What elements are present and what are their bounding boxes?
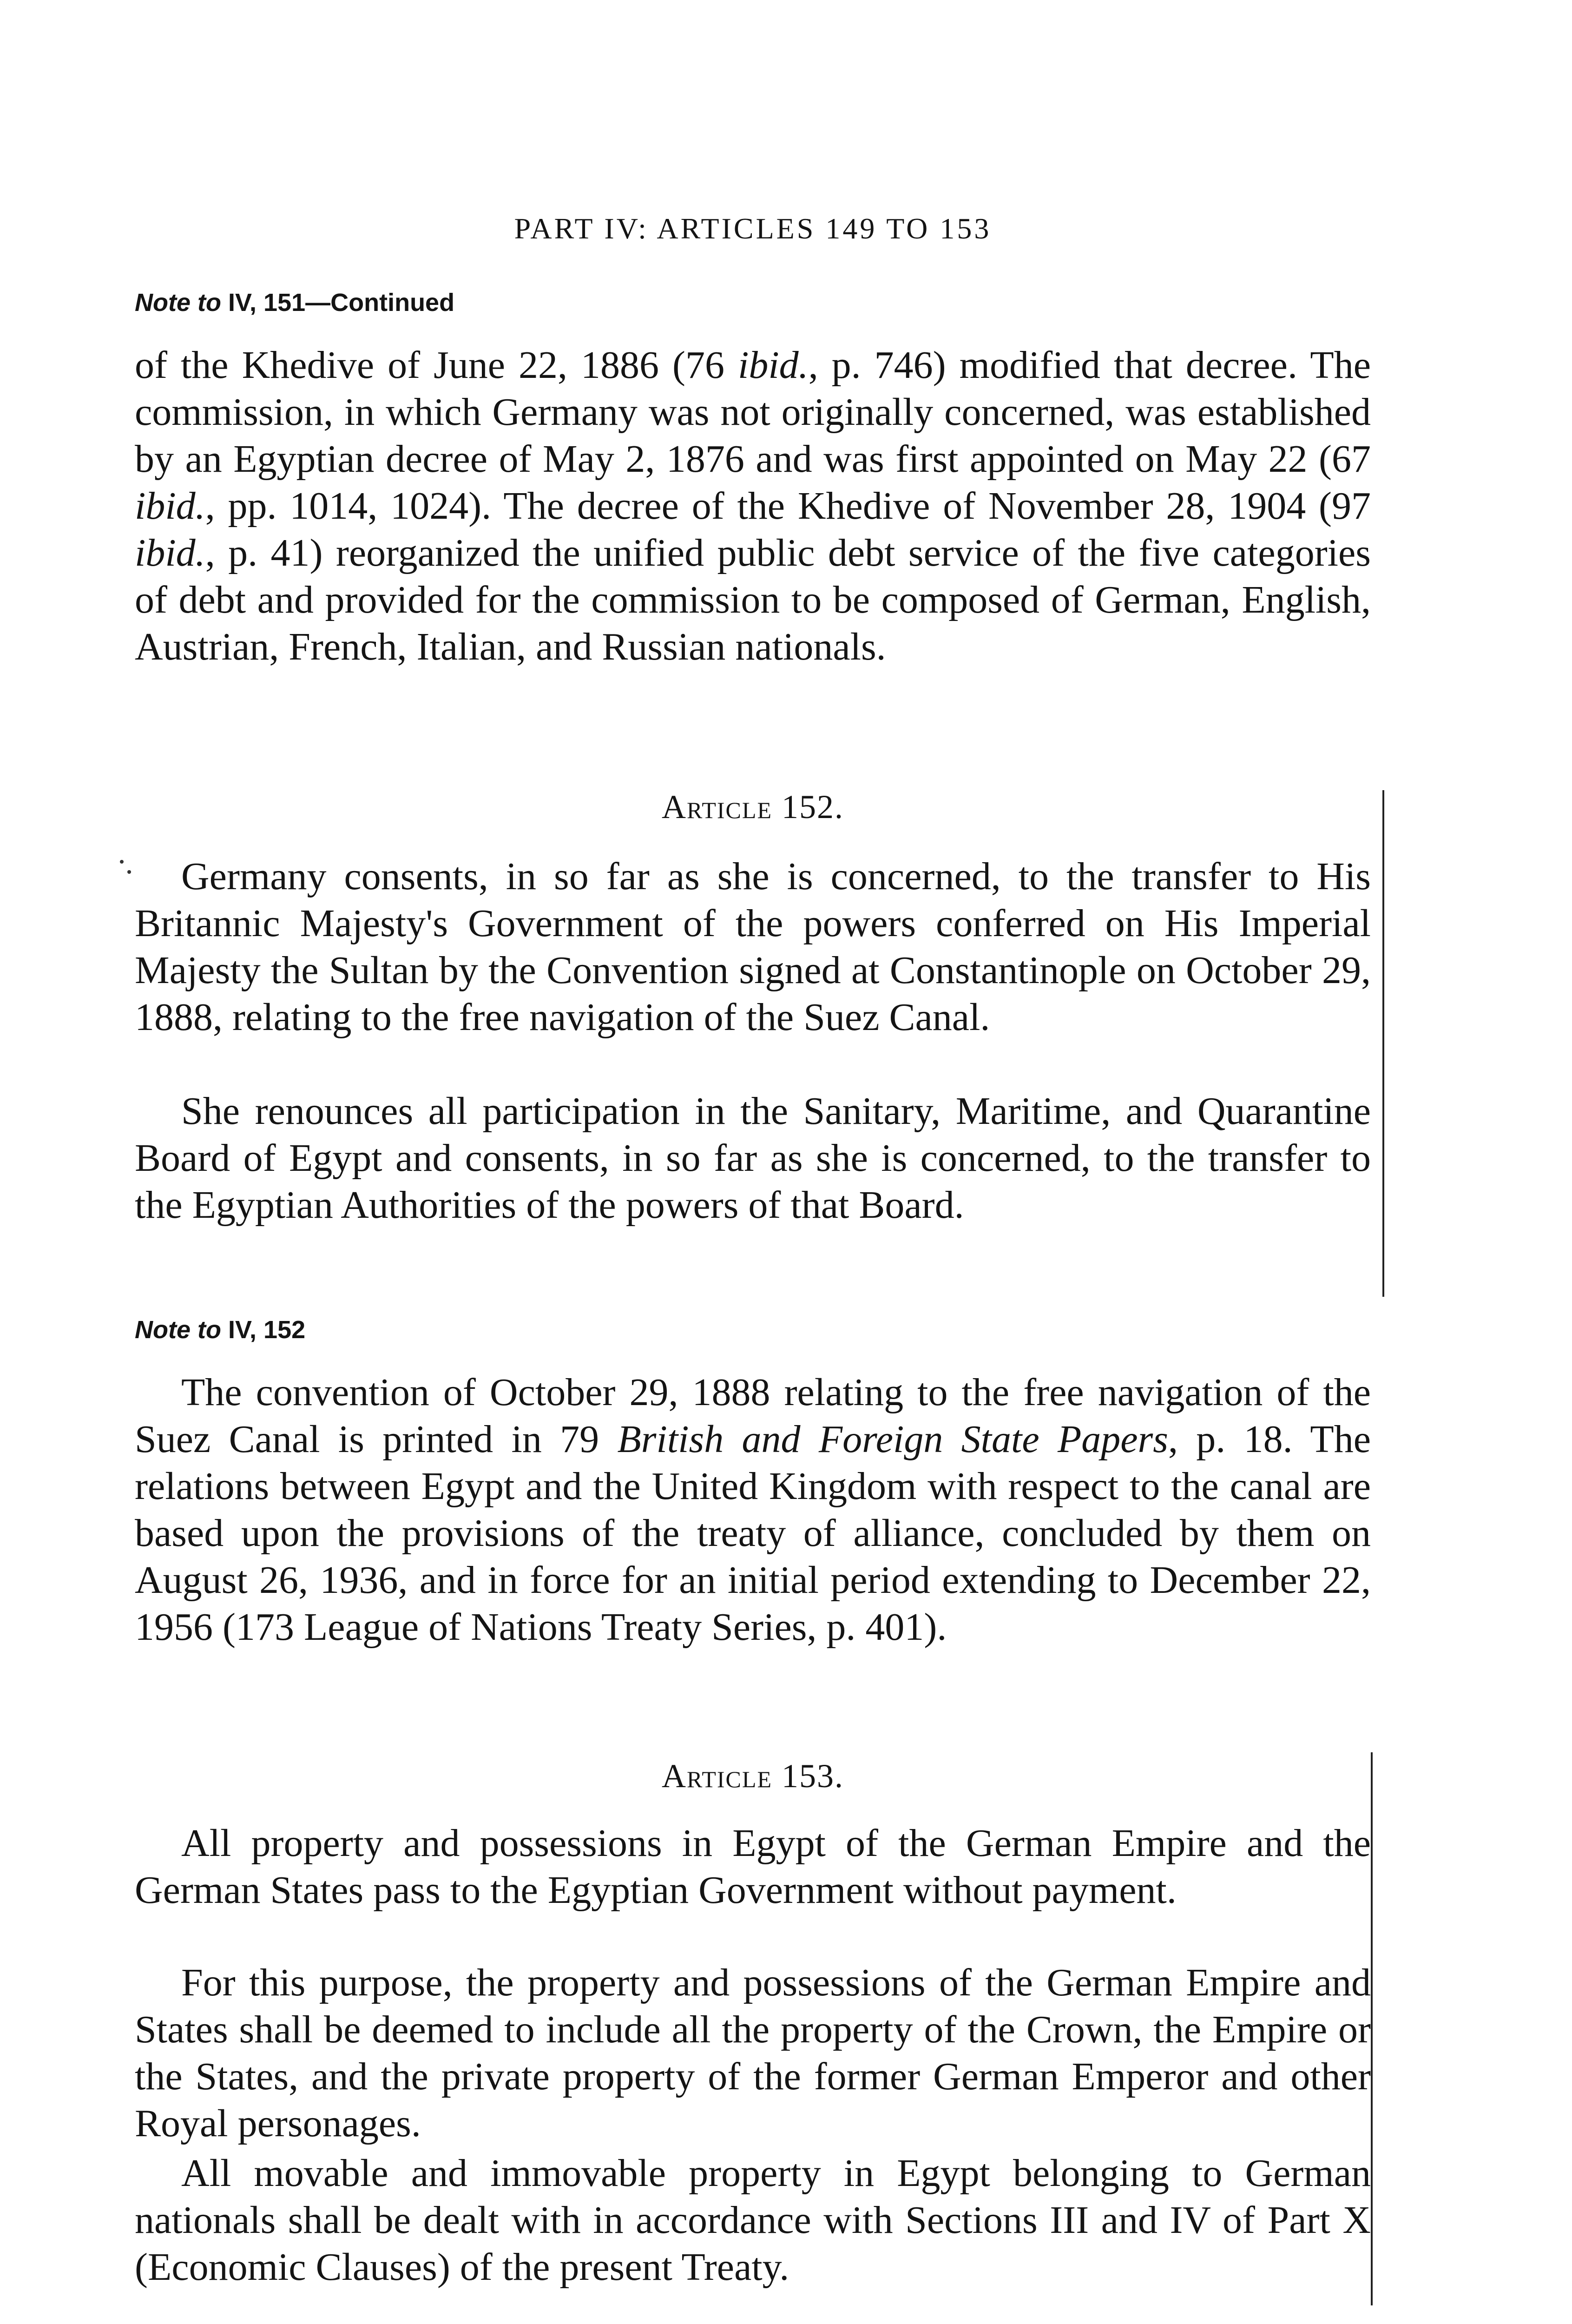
note-152-heading-italic: Note to xyxy=(135,1316,221,1344)
article-152-paragraph-1: Germany consents, in so far as she is concerned, to the transfer to His Britannic Majesty's Government of the powers conferred on His Imperial Majesty the Sultan by the Convention signed at Constantinople on October 29, 1888, relating to the free navigation of the Suez Canal. xyxy=(135,855,1371,1039)
article-153-paragraph-3: All movable and immovable property in Egypt belonging to German nationals shall be dealt with in accordance with Sections III and IV of Part X (Economic Clauses) of the present Treaty. xyxy=(135,2152,1371,2289)
note-152-heading xyxy=(135,1315,305,1344)
note-152-source-title: British and Foreign State Papers xyxy=(617,1418,1168,1461)
article-152-paragraph-2: She renounces all participation in the Sanitary, Maritime, and Quarantine Board of Egypt and consents, in so far as she is concerned, to the transfer to the Egyptian Authorities of the powers of that Board. xyxy=(135,1089,1371,1227)
note-151-heading-italic: Note to xyxy=(135,289,221,317)
print-speck xyxy=(120,860,124,864)
note-151-heading xyxy=(135,288,454,317)
print-speck xyxy=(127,870,131,874)
note-152-text xyxy=(135,1369,1371,1651)
article-153-margin-rule xyxy=(1371,1752,1373,2305)
note-152-heading-rest: IV, 152 xyxy=(221,1316,306,1344)
note-151-text-b: , p. 746) modified that decree. The commission, in which Germany was not originally concerned, was established by an Egyptian decree of May 2, 1876 and was first appointed on May 22 (67 xyxy=(135,343,1371,481)
note-151-text-d: , p. 41) reorganized the unified public debt service of the five categories of debt and provided for the commission to be composed of German, English, Austrian, French, Italian, and Russian nationals. xyxy=(135,531,1371,668)
running-head: PART IV: ARTICLES 149 TO 153 xyxy=(514,212,992,245)
note-151-ibid-2: ibid. xyxy=(135,484,205,528)
article-152-margin-rule xyxy=(1382,790,1384,1297)
note-151-ibid-3: ibid. xyxy=(135,531,205,574)
note-151-text xyxy=(135,342,1371,670)
note-151-text-c: , pp. 1014, 1024). The decree of the Khedive of November 28, 1904 (97 xyxy=(205,484,1371,528)
note-152-text-b: , p. 18. The relations between Egypt and the United Kingdom with respect to the canal are based upon the provisions of the treaty of alliance, concluded by them on August 26, 1936, and in force for an initial period extending to December 22, 1956 (173 League of Nations Treaty Series, p. 401). xyxy=(135,1418,1371,1649)
article-153-heading: Article 153. xyxy=(662,1757,844,1795)
note-151-ibid-1: ibid. xyxy=(738,343,809,387)
article-153-paragraph-2: For this purpose, the property and possessions of the German Empire and States shall be deemed to include all the property of the Crown, the Empire or the States, and the private property of the former German Emperor and other Royal personages. xyxy=(135,1961,1371,2145)
article-152-heading: Article 152. xyxy=(662,788,844,825)
note-151-text-a: of the Khedive of June 22, 1886 (76 xyxy=(135,343,738,387)
note-152-text-a: The convention of October 29, 1888 relating to the free navigation of the Suez Canal is printed in 79 xyxy=(135,1371,1371,1461)
document-page xyxy=(135,0,1371,2324)
note-151-heading-rest: IV, 151—Continued xyxy=(221,289,455,317)
article-153-paragraph-1: All property and possessions in Egypt of the German Empire and the German States pass to the Egyptian Government without payment. xyxy=(135,1822,1371,1912)
